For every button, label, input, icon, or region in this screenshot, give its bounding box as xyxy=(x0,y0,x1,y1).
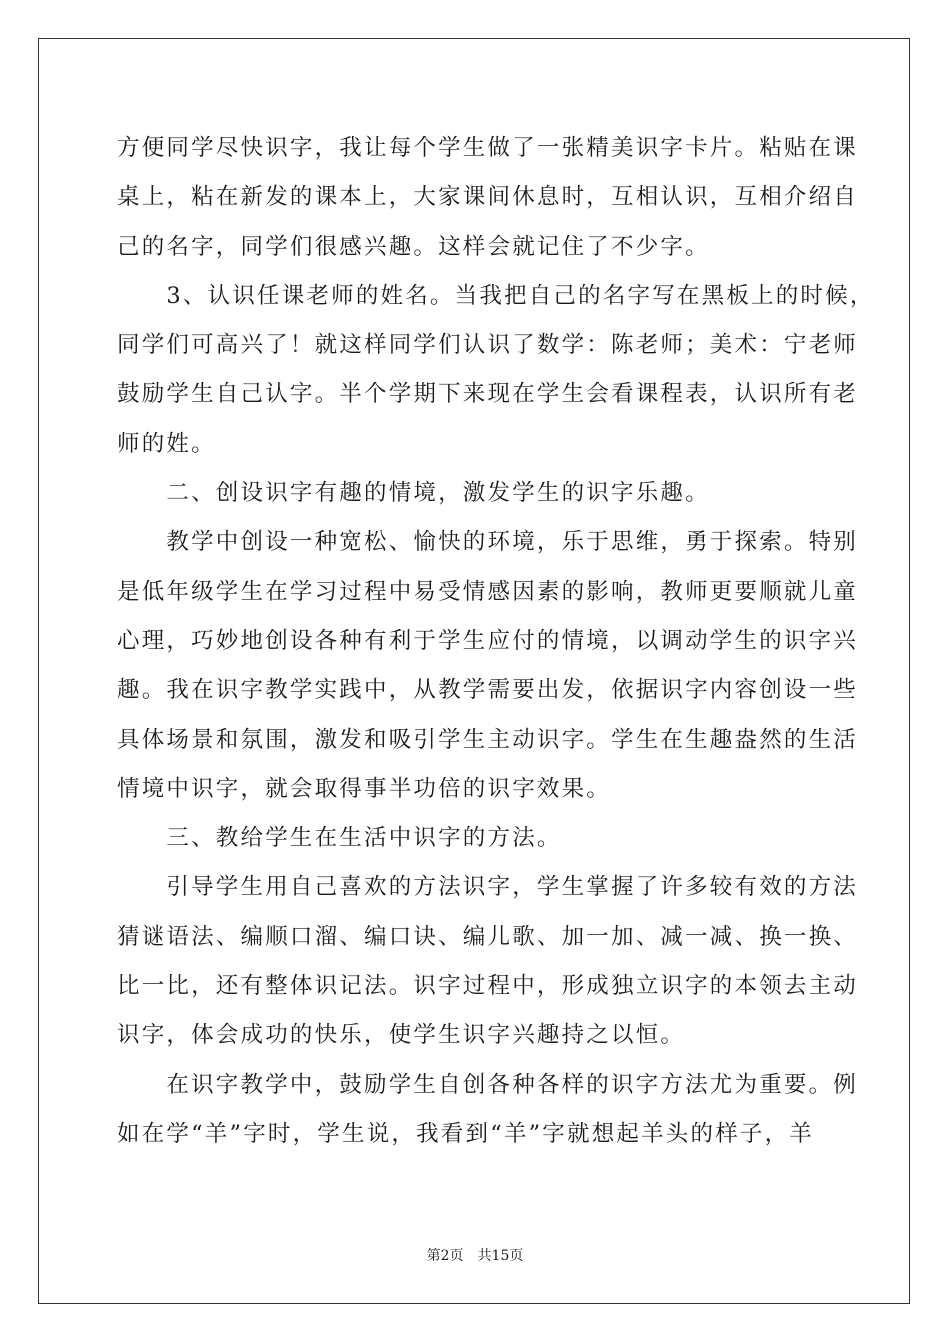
text-line: 鼓励学生自己认字。半个学期下来现在学生会看课程表，认识所有老 xyxy=(117,381,859,408)
text-line: 猜谜语法、编顺口溜、编口诀、编儿歌、加一加、减一减、换一换、 xyxy=(117,923,859,950)
text-line: 是低年级学生在学习过程中易受情感因素的影响，教师更要顺就儿童 xyxy=(117,578,859,605)
text-line: 心理，巧妙地创设各种有利于学生应付的情境，以调动学生的识字兴 xyxy=(117,627,859,654)
text-line: 3、认识任课老师的姓名。当我把自己的名字写在黑板上的时候， xyxy=(117,282,875,309)
text-line: 引导学生用自己喜欢的方法识字，学生掌握了许多较有效的方法 xyxy=(117,874,859,901)
text-line: 师的姓。 xyxy=(117,430,216,457)
page-number: 第2页 xyxy=(426,1248,464,1264)
text-line: 比一比，还有整体识记法。识字过程中，形成独立识字的本领去主动 xyxy=(117,973,859,1000)
text-line: 趣。我在识字教学实践中，从教学需要出发，依据识字内容创设一些 xyxy=(117,677,859,704)
text-line: 教学中创设一种宽松、愉快的环境，乐于思维，勇于探索。特别 xyxy=(117,529,859,556)
text-line: 己的名字，同学们很感兴趣。这样会就记住了不少字。 xyxy=(117,233,710,260)
page-total: 共15页 xyxy=(477,1248,524,1264)
text-line: 在识字教学中，鼓励学生自创各种各样的识字方法尤为重要。例 xyxy=(117,1071,859,1098)
text-line: 桌上，粘在新发的课本上，大家课间休息时，互相认识，互相介绍自 xyxy=(117,184,859,211)
text-line: 情境中识字，就会取得事半功倍的识字效果。 xyxy=(117,775,612,802)
section-heading: 三、教给学生在生活中识字的方法。 xyxy=(117,825,562,852)
page-footer xyxy=(0,1245,950,1265)
text-line: 具体场景和氛围，激发和吸引学生主动识字。学生在生趣盎然的生活 xyxy=(117,726,859,753)
section-heading: 二、创设识字有趣的情境，激发学生的识字乐趣。 xyxy=(117,480,710,507)
text-line: 方便同学尽快识字，我让每个学生做了一张精美识字卡片。粘贴在课 xyxy=(117,135,859,161)
document-body xyxy=(117,124,875,1159)
text-line: 同学们可高兴了！就这样同学们认识了数学：陈老师；美术：宁老师 xyxy=(117,332,859,359)
text-line: 识字，体会成功的快乐，使学生识字兴趣持之以恒。 xyxy=(117,1022,686,1049)
text-line: 如在学“羊”字时，学生说，我看到“羊”字就想起羊头的样子，羊 xyxy=(117,1120,815,1147)
